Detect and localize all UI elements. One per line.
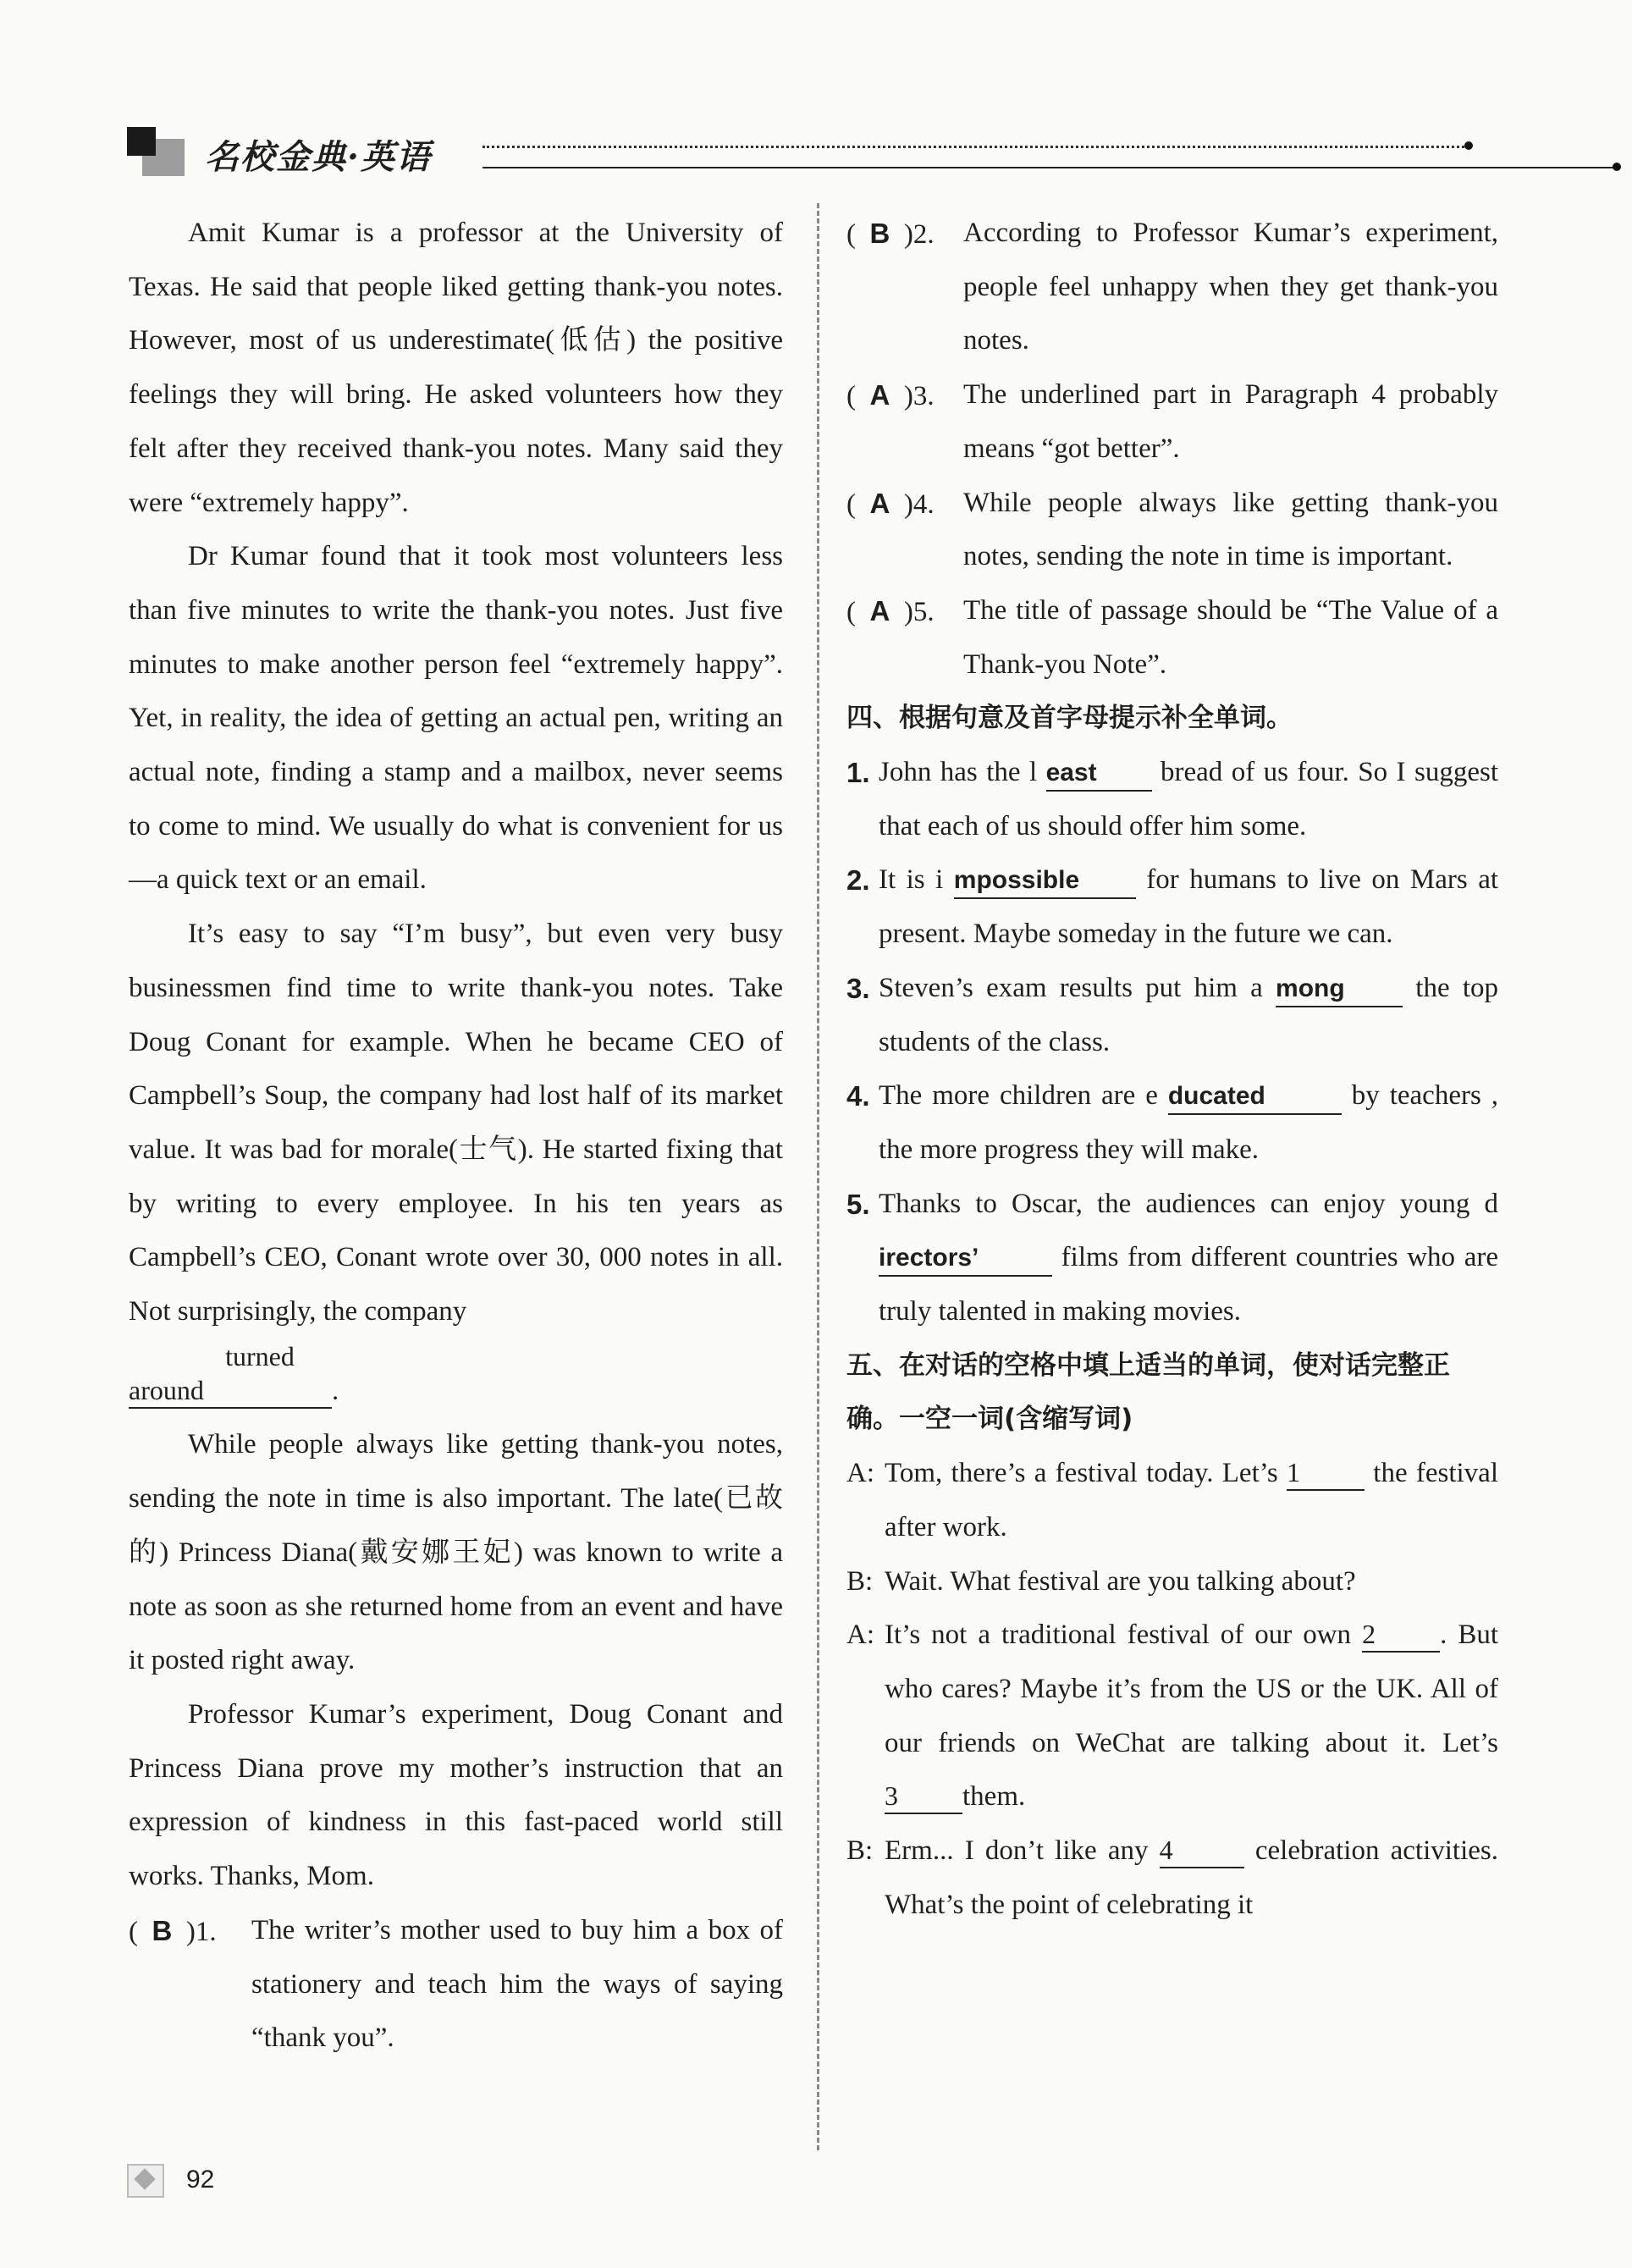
question-2 (846, 207, 1498, 368)
dialogue-blank-4: 4 (1160, 1833, 1244, 1868)
header-logo-square (127, 127, 156, 156)
passage-paragraph-3 (129, 908, 783, 1418)
paren-close: ) (185, 1916, 196, 1947)
section-5-title: 五、在对话的空格中填上适当的单词，使对话完整正确。一空一词(含缩写词) (846, 1349, 1450, 1435)
paren-open: ( (846, 219, 856, 250)
fill-item-5-number: 5. (846, 1188, 870, 1220)
paren-close: ) (903, 381, 913, 412)
dialogue-blank-2: 2 (1362, 1617, 1440, 1653)
fill-item-3-after: the top students of the class. (879, 972, 1499, 1057)
dialogue-line-1 (846, 1447, 1498, 1554)
fill-item-1-after: bread of us four. So I suggest that each of us should offer him some. (879, 757, 1498, 842)
dialogue-line-2-text: Wait. What festival are you talking about? (885, 1565, 1356, 1597)
dialogue-line-3-end: them. (962, 1781, 1026, 1813)
fill-item-1-answer: east (1046, 756, 1152, 792)
question-5-text: The title of passage should be “The Value of a Thank-you Note”. (963, 594, 1498, 680)
question-4-mark (846, 477, 935, 533)
question-1-answer: B (152, 1914, 173, 1946)
fill-item-2 (846, 853, 1498, 961)
fill-item-2-before: It is i (879, 864, 944, 896)
fill-item-5-answer: irectors’ (879, 1241, 1052, 1277)
fill-item-1-number: 1. (846, 757, 870, 789)
question-2-number: 2. (912, 219, 935, 250)
question-4-text: While people always like getting thank-you notes, sending the note in time is important. (963, 487, 1498, 572)
page-number: 92 (186, 2166, 215, 2194)
fill-item-5-before: Thanks to Oscar, the audiences can enjoy young d (879, 1188, 1498, 1219)
header-dotted-rule (482, 146, 1464, 148)
dialogue-line-4-before: Erm... I don’t like any (885, 1835, 1149, 1867)
dialogue-line-3-after: . But who cares? Maybe it’s from the US or the UK. All of our friends on WeChat are talking about it. Let’s (885, 1620, 1498, 1758)
paren-open: ( (129, 1916, 138, 1947)
speaker-label: A: (846, 1620, 874, 1651)
underlined-phrase: turned around (129, 1339, 332, 1409)
dialogue-blank-1: 1 (1287, 1455, 1365, 1491)
fill-item-4-number: 4. (846, 1080, 870, 1112)
speaker-label: A: (846, 1458, 874, 1489)
question-4-number: 4. (912, 488, 935, 520)
paragraph-3-end: . (332, 1375, 339, 1406)
header-solid-rule (482, 167, 1617, 168)
fill-item-2-answer: mpossible (954, 864, 1136, 899)
question-2-mark (846, 207, 935, 262)
fill-item-2-number: 2. (846, 864, 870, 897)
question-1 (129, 1904, 783, 2066)
dialogue-line-4 (846, 1824, 1498, 1932)
header-dot (1613, 163, 1621, 171)
paren-open: ( (846, 381, 856, 412)
question-1-text: The writer’s mother used to buy him a box of stationery and teach him the ways of saying “thank you”. (251, 1914, 783, 2054)
question-3-text: The underlined part in Paragraph 4 probably means “got better”. (963, 379, 1498, 464)
left-column (129, 207, 783, 2066)
header-title: 名校金典·英语 (205, 137, 432, 177)
diamond-icon (127, 2164, 164, 2198)
passage-paragraph-1: Amit Kumar is a professor at the University of Texas. He said that people liked getting thank-you notes. However, most of us underestimate(低估) the positive feelings they will bring. He asked volunteers how they felt after they received thank-you notes. Many said they were “extremely happy”. (129, 218, 783, 518)
column-divider (817, 203, 819, 2150)
question-5 (846, 584, 1498, 692)
fill-item-5-after: films from different countries who are truly talented in making movies. (879, 1242, 1498, 1327)
paren-close: ) (903, 596, 913, 627)
paren-close: ) (903, 488, 913, 520)
fill-item-2-after: for humans to live on Mars at present. Maybe someday in the future we can. (879, 864, 1499, 950)
dialogue-line-1-after: the festival after work. (885, 1458, 1498, 1542)
question-5-answer: A (869, 594, 890, 626)
paren-close: ) (903, 219, 913, 250)
speaker-label: B: (846, 1565, 874, 1597)
question-4 (846, 477, 1498, 584)
passage-paragraph-4: While people always like getting thank-you notes, sending the note in time is also important. The late(已故的) Princess Diana(戴安娜王妃) was known to write a note as soon as she returned home from an event and have it posted right away. (129, 1429, 783, 1676)
fill-item-3-answer: mong (1276, 972, 1403, 1007)
fill-item-1-before: John has the l (879, 757, 1038, 788)
question-2-text: According to Professor Kumar’s experiment, people feel unhappy when they get thank-you notes. (963, 218, 1498, 356)
passage-paragraph-5: Professor Kumar’s experiment, Doug Conant and Princess Diana prove my mother’s instruction that an expression of kindness in this fast-paced world still works. Thanks, Mom. (129, 1698, 783, 1892)
question-3-answer: A (869, 379, 890, 411)
question-1-number: 1. (195, 1916, 217, 1947)
question-5-mark (846, 584, 935, 640)
dialogue-line-3-before: It’s not a traditional festival of our own (885, 1620, 1352, 1651)
fill-item-3-before: Steven’s exam results put him a (879, 972, 1263, 1003)
question-4-answer: A (869, 487, 890, 519)
question-1-mark (129, 1904, 217, 1960)
speaker-label: B: (846, 1835, 874, 1867)
fill-item-3-number: 3. (846, 972, 870, 1004)
passage-paragraph-2: Dr Kumar found that it took most volunteers less than five minutes to write the thank-you notes. Just five minutes to make another person feel “extremely happy”. Yet, in reality, the idea of getting an actual pen, writing an actual note, finding a stamp and a mailbox, never seems to come to mind. We usually do what is convenient for us—a quick text or an email. (129, 541, 783, 896)
fill-item-4 (846, 1069, 1498, 1177)
right-column (846, 207, 1498, 1933)
fill-item-3 (846, 962, 1498, 1069)
fill-item-5 (846, 1178, 1498, 1339)
passage-paragraph-3-text: It’s easy to say “I’m busy”, but even very busy businessmen find time to write thank-you notes. Take Doug Conant for example. When he became CEO of Campbell’s Soup, the company had lost half of its market value. It was bad for morale(士气). He started fixing that by writing to every employee. In his ten years as Campbell’s CEO, Conant wrote over 30, 000 notes in all. Not surprisingly, the company (129, 919, 783, 1327)
page-header (127, 120, 1507, 188)
dialogue-line-2 (846, 1555, 1498, 1609)
question-3 (846, 368, 1498, 476)
dialogue-line-4-after: celebration activities. What’s the point of celebrating it (885, 1835, 1499, 1920)
section-4-title: 四、根据句意及首字母提示补全单词。 (846, 703, 1293, 734)
fill-item-4-answer: ducated (1168, 1079, 1342, 1115)
fill-item-4-before: The more children are e (879, 1080, 1158, 1112)
header-dot (1464, 141, 1473, 150)
fill-item-1 (846, 746, 1498, 853)
fill-item-4-after: by teachers , the more progress they will make. (879, 1080, 1498, 1165)
paren-open: ( (846, 596, 856, 627)
dialogue-line-3 (846, 1609, 1498, 1824)
question-3-number: 3. (912, 381, 935, 412)
dialogue-blank-3: 3 (885, 1779, 962, 1814)
question-3-mark (846, 368, 935, 424)
question-2-answer: B (869, 218, 890, 249)
question-5-number: 5. (912, 596, 935, 627)
paren-open: ( (846, 488, 856, 520)
dialogue-line-1-before: Tom, there’s a festival today. Let’s (885, 1458, 1278, 1489)
